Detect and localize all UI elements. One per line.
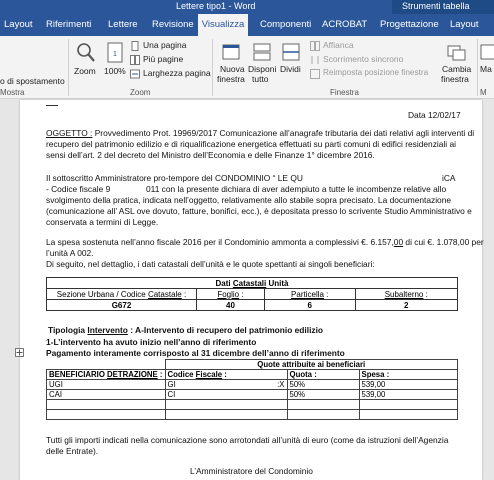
zoom-100-button[interactable] — [102, 40, 128, 84]
header-spesa: Spesa : — [359, 370, 458, 380]
tab-layout-table[interactable]: Layout — [450, 19, 479, 30]
split-button[interactable] — [278, 40, 304, 86]
table-row — [47, 410, 458, 420]
macros-icon — [480, 42, 494, 62]
cell-quota: 50% — [287, 390, 359, 400]
new-window-button[interactable] — [216, 40, 246, 86]
group-separator — [212, 39, 213, 96]
closing-line-2: delle Entrate). — [46, 446, 99, 456]
one-page-icon — [130, 41, 140, 51]
multiple-pages-icon — [130, 55, 140, 65]
arrange-all-label-1: Disponi — [248, 64, 277, 74]
header-foglio: Foglio : — [197, 289, 265, 300]
table-move-handle[interactable] — [15, 348, 24, 357]
reset-window-position-button — [310, 68, 434, 80]
intervento-inizio: 1-L’intervento ha avuto inizio nell’anno di riferimento — [46, 337, 257, 347]
svg-text:1: 1 — [113, 51, 117, 58]
oggetto-label: OGGETTO : — [46, 128, 93, 138]
cell-codice-catastale: G672 — [47, 300, 197, 311]
catastal-table[interactable] — [46, 277, 458, 311]
cell-beneficiario: CAI — [47, 390, 166, 400]
table-row — [47, 380, 458, 390]
side-by-side-button — [310, 40, 400, 52]
document-title: Lettere tipo1 - Word — [176, 1, 256, 11]
table-row — [47, 390, 458, 400]
zoom-button[interactable] — [72, 40, 100, 84]
navigation-pane-checkbox[interactable]: o di spostamento — [0, 76, 65, 86]
vertical-scrollbar[interactable] — [484, 100, 494, 480]
header-beneficiario: BENEFICIARIO DETRAZIONE : — [47, 370, 166, 380]
tab-layout[interactable]: Layout — [4, 19, 33, 30]
p2-line-5: conservata a termini di Legge. — [46, 217, 159, 227]
cell-codice-fiscale: GI :X — [165, 380, 287, 390]
p2-line-2a: - Codice fiscale 9 — [46, 184, 111, 194]
page-100-icon — [106, 42, 124, 64]
one-page-label: Una pagina — [143, 40, 187, 50]
tab-riferimenti[interactable]: Riferimenti — [46, 19, 92, 30]
table-tools-title: Strumenti tabella — [392, 0, 494, 14]
group-separator — [477, 39, 478, 96]
split-icon — [282, 42, 300, 62]
group-label-zoom: Zoom — [130, 88, 151, 97]
cell-spesa: 539,00 — [359, 390, 458, 400]
cell-codice-fiscale: CI — [165, 390, 287, 400]
synchronous-scrolling-label: Scorrimento sincrono — [323, 54, 404, 64]
arrange-all-button[interactable] — [248, 40, 276, 86]
tab-lettere[interactable]: Lettere — [108, 19, 138, 30]
cell-beneficiario: UGI — [47, 380, 166, 390]
cell-subalterno: 2 — [355, 300, 457, 311]
ribbon-panel — [0, 36, 494, 99]
table-row — [47, 370, 458, 380]
group-label-mostra: Mostra — [0, 88, 25, 97]
header-subalterno: Subalterno : — [355, 289, 457, 300]
page-width-label: Larghezza pagina — [143, 68, 211, 78]
document-page[interactable] — [20, 100, 482, 480]
switch-windows-button[interactable] — [438, 40, 474, 86]
group-label-finestra: Finestra — [330, 88, 359, 97]
arrange-all-icon — [253, 42, 271, 62]
pagamento-line: Pagamento interamente corrisposto al 31 dicembre dell’anno di riferimento — [46, 348, 345, 358]
oggetto-text-1: Provvedimento Prot. 19969/2017 Comunicazione all’anagrafe tributaria dei dati relativi agli interventi di — [92, 128, 475, 138]
header-particella: Particella : — [264, 289, 355, 300]
zoom-100-label: 100% — [104, 66, 126, 76]
tipologia-intervento: Tipologia Intervento : A-Intervento di recupero del patrimonio edilizio — [48, 325, 324, 335]
move-cross-icon — [16, 349, 23, 356]
p2-line-1a: Il sottoscritto Amministratore pro-tempore del CONDOMINIO “ LE QU — [46, 173, 303, 183]
header-quota: Quota : — [287, 370, 359, 380]
cell-quota: 50% — [287, 380, 359, 390]
split-label: Dividi — [280, 64, 301, 74]
tab-acrobat[interactable]: ACROBAT — [322, 19, 368, 30]
p3-line-1 — [46, 237, 484, 247]
group-label-macro: M — [480, 88, 487, 97]
header-mark — [46, 105, 58, 106]
oggetto-line-3: sensi dell’art. 2 del decreto del Ministro dell’Economia e delle Finanze 1° dicembre 2016. — [46, 150, 375, 160]
table-row — [47, 300, 458, 311]
arrange-all-label-2: tutto — [252, 74, 269, 84]
p3-line-1a: La spesa sostenuta nell’anno fiscale 2016 per il Condominio ammonta a complessivi €. 6.157, — [46, 237, 394, 247]
tab-revisione[interactable]: Revisione — [152, 19, 194, 30]
magnifier-icon — [76, 42, 96, 64]
oggetto-line-1 — [46, 128, 474, 138]
cell-foglio: 40 — [197, 300, 265, 311]
tab-visualizza[interactable]: Visualizza — [198, 14, 248, 36]
title-bar — [0, 0, 494, 14]
quote-table-title: Quote attribuite ai beneficiari — [165, 360, 458, 370]
switch-windows-label-1: Cambia — [442, 64, 472, 74]
table-row — [47, 400, 458, 410]
p2-line-1b: iCA — [442, 173, 456, 183]
catastal-table-title: Dati Catastali Unità — [47, 278, 458, 289]
table-row — [47, 289, 458, 300]
side-by-side-icon — [310, 41, 320, 51]
new-window-label-2: finestra — [217, 74, 245, 84]
p3-line-1c: di cui €. 1.078,00 per — [403, 237, 484, 247]
switch-windows-icon — [447, 42, 467, 62]
page-width-button[interactable] — [130, 68, 211, 80]
table-row — [47, 360, 458, 370]
oggetto-line-2: recupero del patrimonio edilizio e di riqualificazione energetica effettuati su parti comuni di edifici residenziali ai — [46, 139, 456, 149]
document-date: Data 12/02/17 — [408, 110, 461, 120]
tab-progettazione[interactable]: Progettazione — [380, 19, 439, 30]
ribbon-tabs — [0, 14, 494, 36]
reset-position-icon — [310, 69, 320, 79]
table-row — [47, 278, 458, 289]
signature-line: L’Amministratore del Condominio — [190, 466, 313, 476]
synchronous-scrolling-button — [310, 54, 430, 66]
p3-line-1b: 00 — [393, 237, 404, 247]
p3-line-3: Di seguito, nel dettaglio, i dati catastali dell’unità e le quote spettanti ai singoli beneficiari: — [46, 259, 375, 269]
cell-spesa: 539,00 — [359, 380, 458, 390]
one-page-button[interactable] — [130, 40, 190, 52]
multiple-pages-label: Più pagine — [143, 54, 184, 64]
page-width-icon — [130, 69, 140, 79]
new-window-label-1: Nuova — [220, 64, 245, 74]
p2-line-4: (comunicazione all’ ASL ove dovuto, fatture, bonifici, ecc.), è depositata presso lo scrivente Studio Amministrativo e — [46, 206, 472, 216]
reset-window-position-label: Reimposta posizione finestra — [323, 68, 429, 77]
macros-label-1: Ma — [480, 64, 492, 74]
closing-line-1: Tutti gli importi indicati nella comunicazione sono arrotondati all’unità di euro (come da istruzioni dell’Agenzia — [46, 435, 449, 445]
new-window-icon — [222, 42, 240, 62]
cell-particella: 6 — [264, 300, 355, 311]
tab-componenti[interactable]: Componenti — [260, 19, 312, 30]
switch-windows-label-2: finestra — [441, 74, 469, 84]
p3-line-2: l’unità A 002. — [46, 248, 94, 258]
header-codice-fiscale: Codice Fiscale : — [165, 370, 287, 380]
side-by-side-label: Affianca — [323, 40, 354, 50]
quote-empty-cell — [47, 360, 166, 370]
quote-table[interactable] — [46, 359, 458, 420]
p2-line-3: svolgimento della pratica, indicata nell’oggetto, relativamente allo stabile sopra precisato. La documentazione — [46, 195, 452, 205]
sync-scroll-icon — [310, 55, 320, 65]
multiple-pages-button[interactable] — [130, 54, 190, 66]
macros-button[interactable] — [479, 40, 494, 97]
zoom-label: Zoom — [74, 66, 96, 76]
header-sezione-urbana: Sezione Urbana / Codice Catastale : — [47, 289, 197, 300]
p2-line-2b: 011 con la presente dichiara di aver adempiuto a tutte le incombenze relative allo — [146, 184, 447, 194]
group-separator — [68, 39, 69, 96]
